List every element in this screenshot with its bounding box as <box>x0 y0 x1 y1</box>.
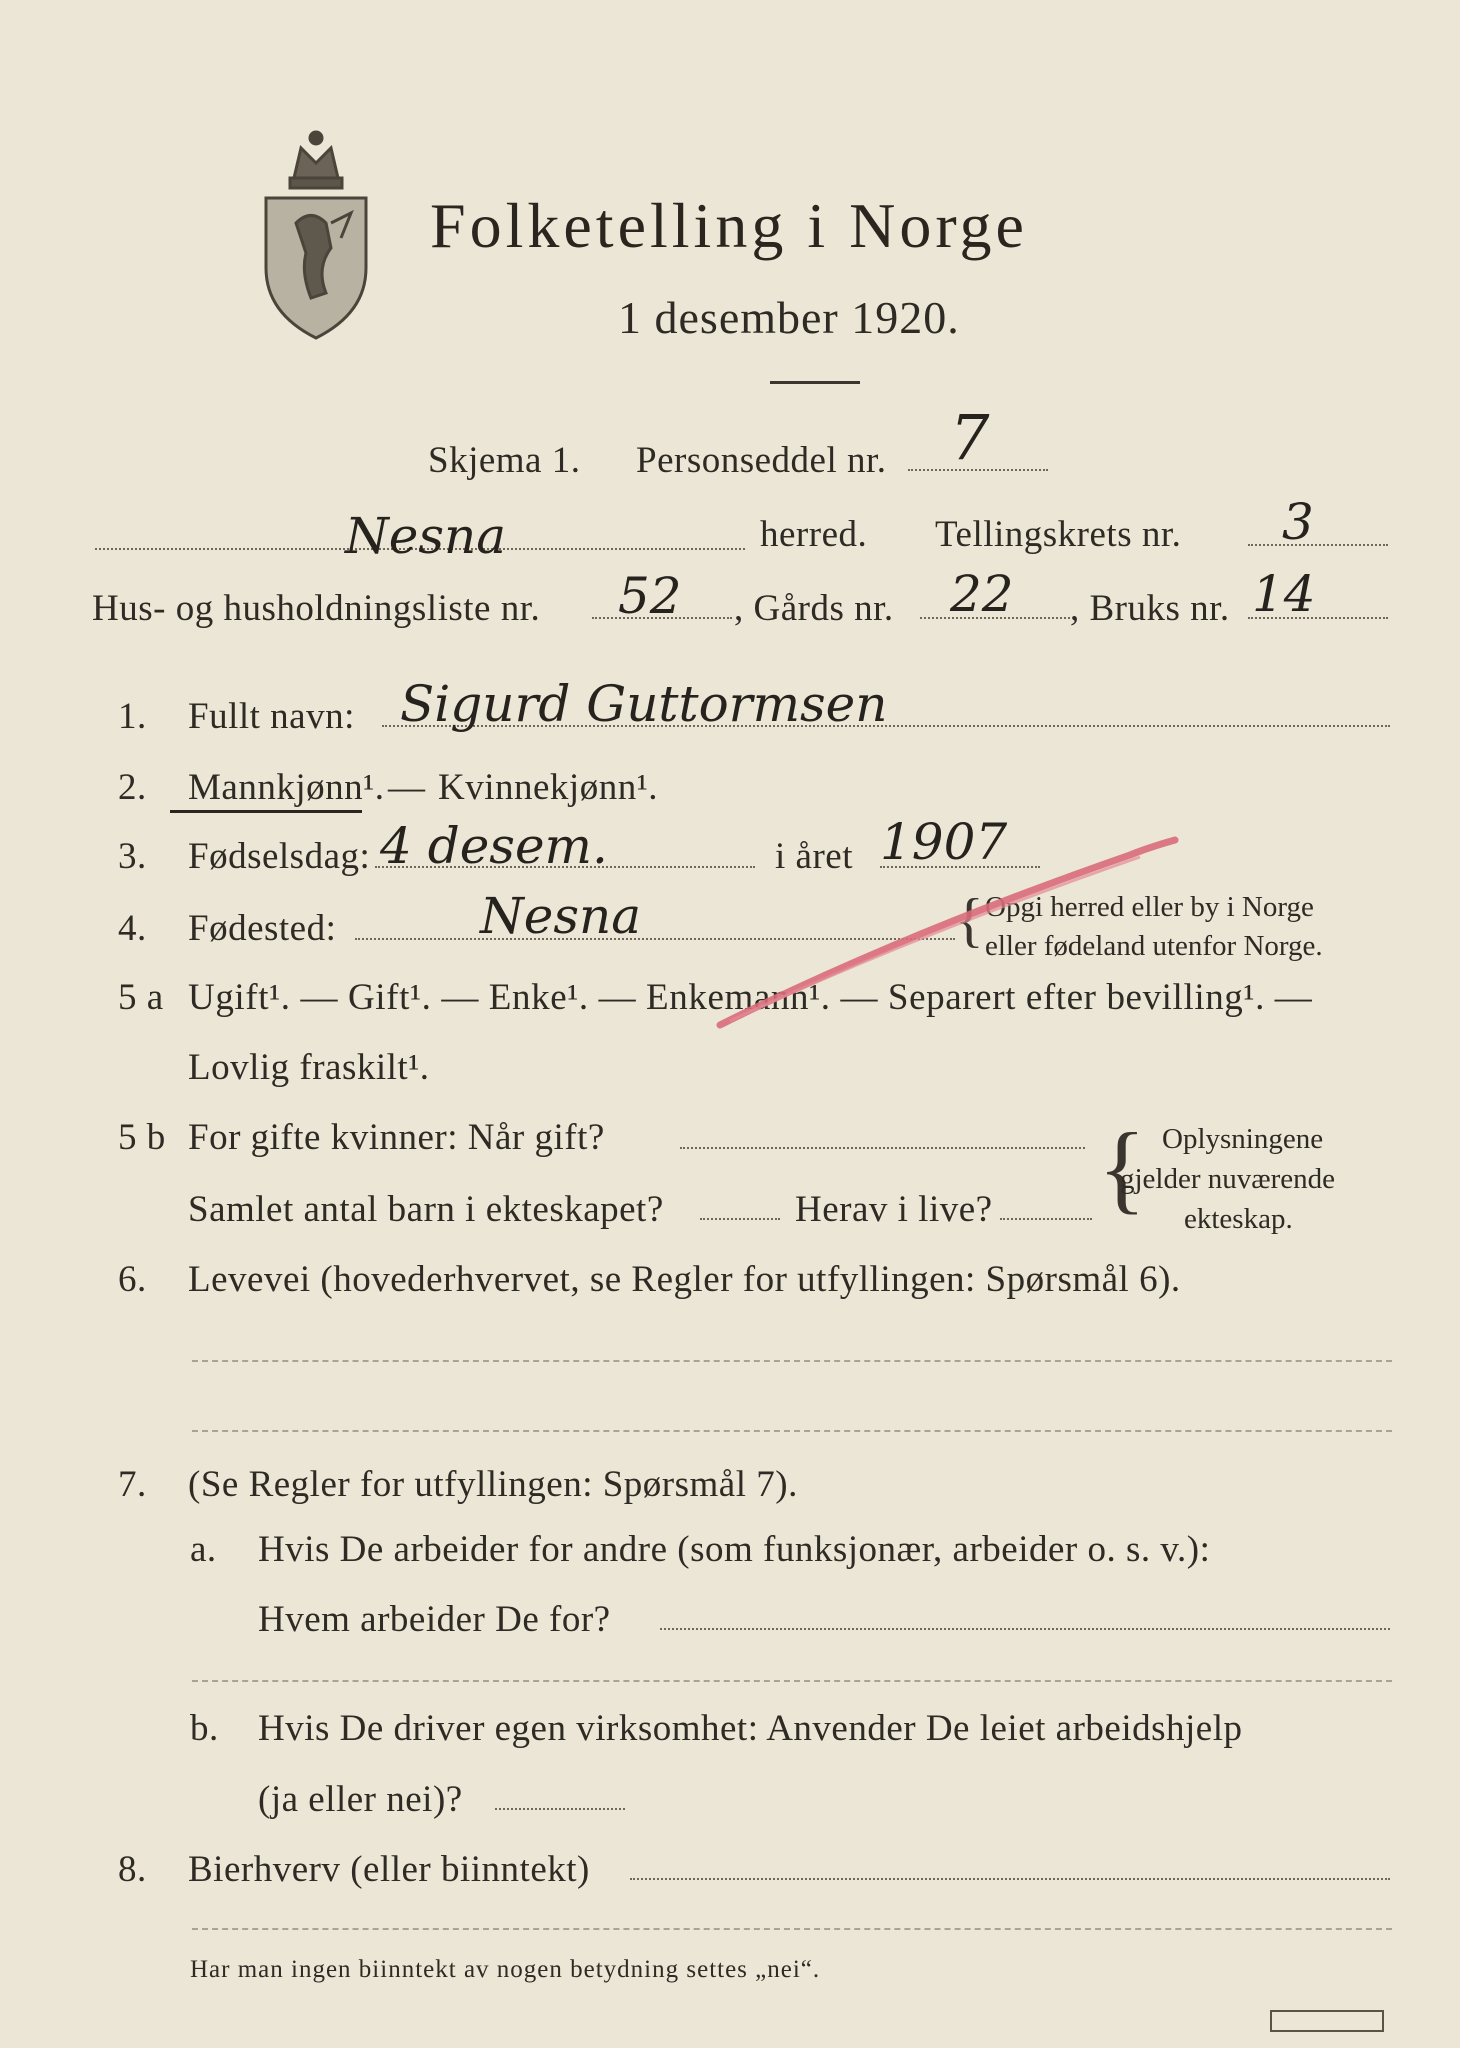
census-date: 1 desember 1920. <box>618 292 960 343</box>
q2-male-option: Mannkjønn¹. <box>188 767 385 808</box>
q4-note-line1: Opgi herred eller by i Norge <box>985 891 1314 923</box>
red-pencil-stroke <box>700 835 1190 1035</box>
q5b-alive-field-line <box>1000 1218 1092 1220</box>
q5b-brace-icon: { <box>1098 1112 1146 1223</box>
q3-number: 3. <box>118 836 147 877</box>
q6-number: 6. <box>118 1259 147 1300</box>
q1-label: Fullt navn: <box>188 696 355 737</box>
footer-note: Har man ingen biinntekt av nogen betydning settes „nei“. <box>190 1956 821 1983</box>
q7b-text: Hvis De driver egen virksomhet: Anvender De leiet arbeidshjelp <box>258 1708 1243 1749</box>
q5a-number: 5 a <box>118 977 164 1018</box>
personseddel-label: Personseddel nr. <box>636 440 887 481</box>
title-divider <box>770 381 860 384</box>
tellingskrets-value: 3 <box>1282 493 1314 551</box>
q2-number: 2. <box>118 767 147 808</box>
q8-answer-line <box>192 1928 1392 1930</box>
husliste-label: Hus- og husholdningsliste nr. <box>92 588 541 629</box>
q7b-yes-no-field-line <box>495 1808 625 1810</box>
q3-label: Fødselsdag: <box>188 836 371 877</box>
q4-label: Fødested: <box>188 908 337 949</box>
q7-text: (Se Regler for utfyllingen: Spørsmål 7). <box>188 1464 798 1505</box>
personseddel-value: 7 <box>950 401 990 474</box>
q2-separator: — <box>388 767 426 808</box>
stamp-mark <box>1270 2010 1384 2032</box>
q7b-letter: b. <box>190 1708 219 1749</box>
q5b-note-line3: ekteskap. <box>1184 1203 1293 1235</box>
tellingskrets-label: Tellingskrets nr. <box>935 514 1182 555</box>
q5a-marital-options-cont: Lovlig fraskilt¹. <box>188 1047 430 1088</box>
q5b-note-line2: gjelder nuværende <box>1120 1163 1336 1195</box>
q8-number: 8. <box>118 1849 147 1890</box>
q3-year-label: i året <box>775 836 853 877</box>
bruks-value: 14 <box>1252 565 1316 623</box>
schema-label: Skjema 1. <box>428 440 581 481</box>
q5b-note-line1: Oplysningene <box>1162 1123 1324 1155</box>
q7a-answer-line <box>192 1680 1392 1682</box>
q5b-children-field-line <box>700 1218 780 1220</box>
q5b-line1: For gifte kvinner: Når gift? <box>188 1117 605 1158</box>
norway-coat-of-arms-icon <box>256 128 376 343</box>
q1-number: 1. <box>118 696 147 737</box>
q2-female-option: Kvinnekjønn¹. <box>438 767 659 808</box>
gards-value: 22 <box>950 565 1014 623</box>
q3-birthday-value: 4 desem. <box>380 817 608 875</box>
tellingskrets-field-line <box>1248 544 1388 546</box>
q1-full-name-value: Sigurd Guttormsen <box>400 675 888 733</box>
q7a-employer-field-line <box>660 1628 1390 1630</box>
q5b-married-field-line <box>680 1147 1085 1149</box>
q5a-marital-options: Ugift¹. — Gift¹. — Enke¹. — Enkemann¹. — Separert efter bevilling¹. — <box>188 977 1313 1018</box>
q6-text: Levevei (hovederhvervet, se Regler for utfyllingen: Spørsmål 6). <box>188 1259 1181 1300</box>
q7a-employer-label: Hvem arbeider De for? <box>258 1599 611 1640</box>
q5b-alive-label: Herav i live? <box>795 1189 993 1230</box>
form-title: Folketelling i Norge <box>430 190 1028 261</box>
bruks-label: , Bruks nr. <box>1070 588 1230 629</box>
husliste-value: 52 <box>618 567 682 625</box>
q7-number: 7. <box>118 1464 147 1505</box>
q6-answer-line-2 <box>192 1430 1392 1432</box>
q7a-letter: a. <box>190 1529 217 1570</box>
herred-value: Nesna <box>345 507 507 565</box>
q4-note-line2: eller fødeland utenfor Norge. <box>985 930 1323 962</box>
q4-brace-icon: { <box>955 887 984 953</box>
q5b-children-label: Samlet antal barn i ekteskapet? <box>188 1189 664 1230</box>
q5b-number: 5 b <box>118 1117 166 1158</box>
herred-label: herred. <box>760 514 868 555</box>
q4-number: 4. <box>118 908 147 949</box>
q8-text: Bierhverv (eller biinntekt) <box>188 1849 590 1890</box>
q6-answer-line-1 <box>192 1360 1392 1362</box>
q4-birthplace-value: Nesna <box>480 887 642 945</box>
q8-field-line <box>630 1878 1390 1880</box>
q2-male-underline-mark <box>170 810 362 813</box>
gards-label: , Gårds nr. <box>734 588 894 629</box>
q7a-text: Hvis De arbeider for andre (som funksjonær, arbeider o. s. v.): <box>258 1529 1211 1570</box>
q7b-yes-no-label: (ja eller nei)? <box>258 1779 463 1820</box>
q3-year-value: 1907 <box>880 813 1008 871</box>
